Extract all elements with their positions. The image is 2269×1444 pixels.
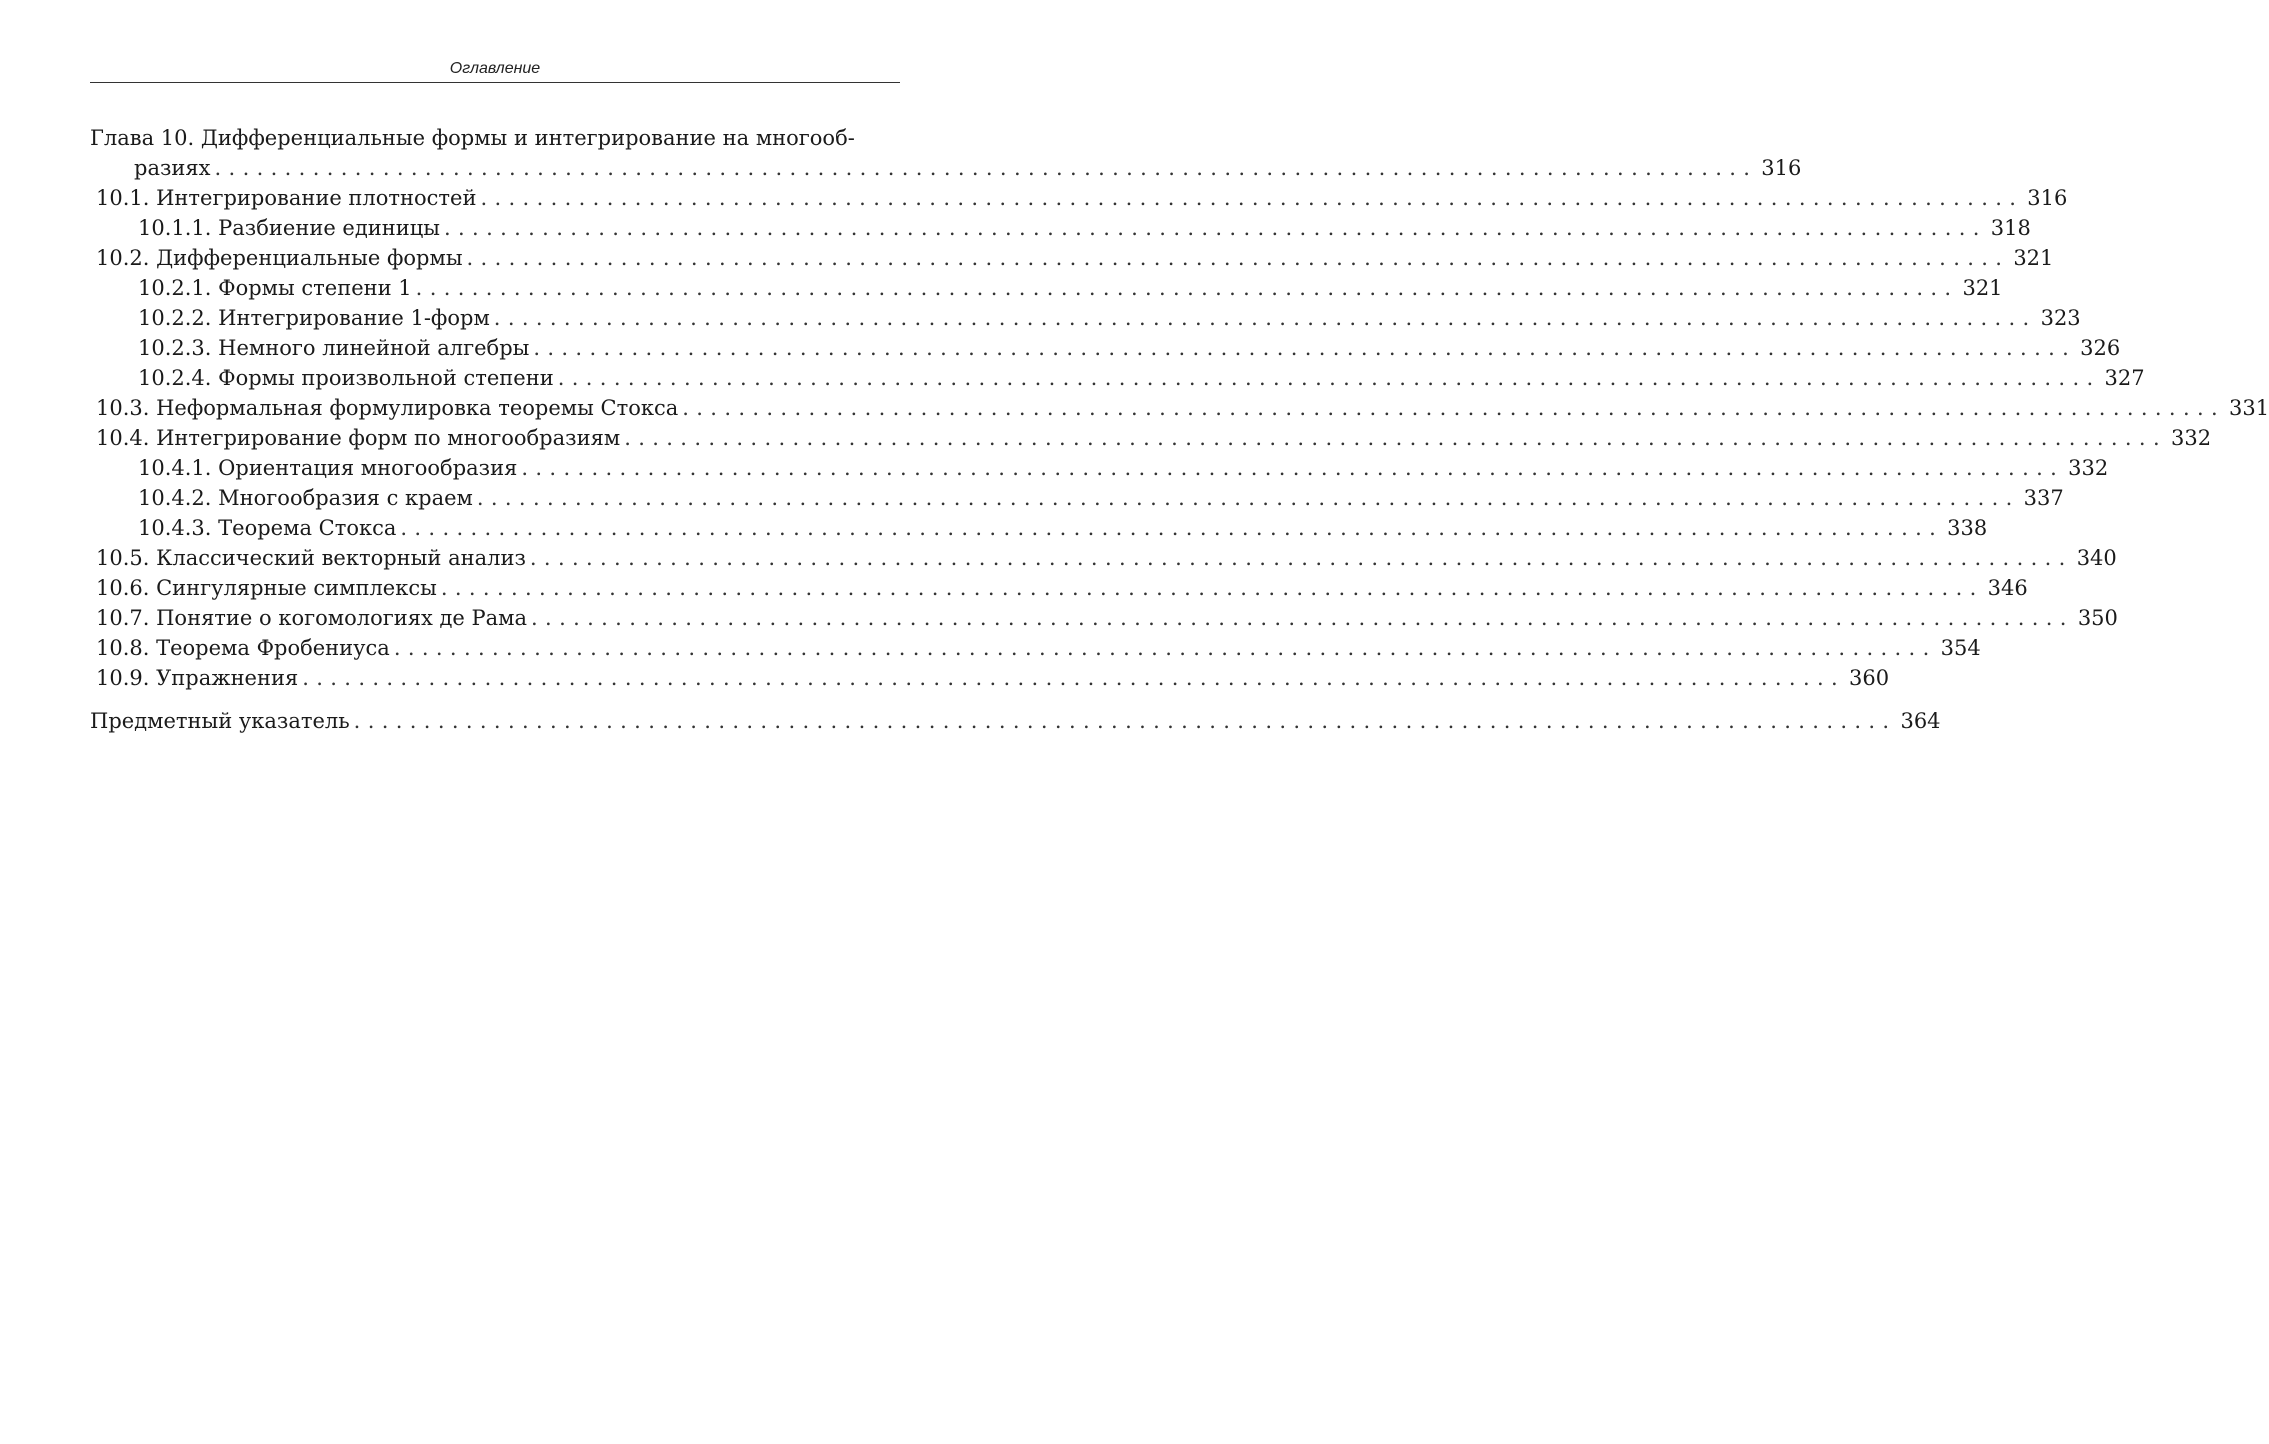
toc-page-number: 321 — [2013, 246, 2054, 270]
leader-dots: .............................................................................................................. — [521, 456, 2065, 480]
toc-page-number: 346 — [1987, 576, 2028, 600]
toc-title: Сингулярные симплексы — [156, 576, 437, 600]
section-number: 10.3. — [96, 396, 157, 420]
toc-entry-10-5[interactable] — [90, 543, 2117, 573]
leader-dots: .............................................................................................................. — [440, 576, 1984, 600]
toc-page-number: 340 — [2076, 546, 2117, 570]
toc-page-number: 326 — [2080, 336, 2121, 360]
toc-page-number: 360 — [1849, 666, 1890, 690]
leader-dots: .............................................................................................................. — [493, 306, 2037, 330]
toc-title: Немного линейной алгебры — [218, 336, 530, 360]
leader-dots: .............................................................................................................. — [476, 486, 2020, 510]
toc-title: Дифференциальные формы — [156, 246, 463, 270]
leader-dots: .............................................................................................................. — [480, 186, 2024, 210]
section-number: 10.2.3. — [138, 336, 219, 360]
section-number: 10.1. — [96, 186, 157, 210]
section-number: 10.4.1. — [138, 456, 219, 480]
toc-entry-10-2-1[interactable] — [90, 273, 2003, 303]
section-number: 10.2.2. — [138, 306, 219, 330]
leader-dots: .............................................................................................................. — [353, 709, 1897, 733]
section-number: 10.6. — [96, 576, 157, 600]
toc-title: Интегрирование 1-форм — [218, 306, 490, 330]
toc-page-number: 338 — [1947, 516, 1988, 540]
toc-page-number: 331 — [2229, 396, 2269, 420]
toc-page-number: 323 — [2040, 306, 2081, 330]
leader-dots: .............................................................................................................. — [624, 426, 2167, 450]
toc-title: Интегрирование плотностей — [156, 186, 477, 210]
leader-dots: .............................................................................................................. — [533, 336, 2077, 360]
leader-dots: .............................................................................................................. — [682, 396, 2226, 420]
leader-dots: .............................................................................................................. — [444, 216, 1987, 240]
section-number: 10.5. — [96, 546, 157, 570]
toc-page-number: 337 — [2023, 486, 2064, 510]
toc-title: Понятие о когомологиях де Рама — [156, 606, 528, 630]
leader-dots: .............................................................................................................. — [466, 246, 2010, 270]
toc-title: Формы произвольной степени — [218, 366, 554, 390]
section-number: 10.4. — [96, 426, 157, 450]
toc-entry-10-9[interactable] — [90, 663, 1890, 693]
toc-title: Теорема Стокса — [218, 516, 397, 540]
toc-entry-10-3[interactable] — [90, 393, 2269, 423]
toc-title: Теорема Фробениуса — [156, 636, 390, 660]
toc-title: Разбиение единицы — [218, 216, 440, 240]
toc-page-number: 332 — [2170, 426, 2212, 450]
toc-title: Классический векторный анализ — [156, 546, 526, 570]
toc-title: разиях — [134, 156, 211, 180]
section-number: 10.2.4. — [138, 366, 219, 390]
leader-dots: .............................................................................................................. — [214, 156, 1758, 180]
chapter-10-title[interactable]: Глава 10. Дифференциальные формы и интегрирование на многооб- — [90, 126, 855, 150]
running-header: Оглавление — [449, 60, 541, 77]
toc-entry-10-7[interactable] — [90, 603, 2118, 633]
toc-entry-10-2-2[interactable] — [90, 303, 2081, 333]
toc-page-number: 316 — [1761, 156, 1802, 180]
toc-page-number: 364 — [1900, 709, 1941, 733]
leader-dots: .............................................................................................................. — [531, 606, 2074, 630]
toc-page-number: 332 — [2068, 456, 2109, 480]
toc-entry-10-4-2[interactable] — [90, 483, 2064, 513]
toc-title: Многообразия с краем — [218, 486, 473, 510]
toc-entry-10-4-3[interactable] — [90, 513, 1988, 543]
toc-title: Предметный указатель — [90, 709, 350, 733]
chapter-10-title-continuation[interactable] — [90, 153, 1802, 183]
toc-title: Упражнения — [156, 666, 299, 690]
section-number: 10.4.2. — [138, 486, 219, 510]
leader-dots: .............................................................................................................. — [415, 276, 1959, 300]
leader-dots: .............................................................................................................. — [557, 366, 2101, 390]
section-number: 10.2. — [96, 246, 157, 270]
toc-entry-10-8[interactable] — [90, 633, 1981, 663]
toc-page-number: 354 — [1940, 636, 1981, 660]
toc-page-number: 321 — [1962, 276, 2003, 300]
toc-entry-subject-index[interactable] — [90, 706, 1941, 736]
toc-title: Формы степени 1 — [218, 276, 412, 300]
toc-entry-10-2-3[interactable] — [90, 333, 2121, 363]
toc-page-number: 327 — [2104, 366, 2145, 390]
toc-entry-10-1-1[interactable] — [90, 213, 2031, 243]
table-of-contents — [90, 123, 2269, 736]
toc-page-number: 316 — [2027, 186, 2068, 210]
toc-entry-10-6[interactable] — [90, 573, 2028, 603]
toc-entry-10-4-1[interactable] — [90, 453, 2109, 483]
section-number: 10.4.3. — [138, 516, 219, 540]
toc-entry-10-2-4[interactable] — [90, 363, 2145, 393]
leader-dots: .............................................................................................................. — [400, 516, 1944, 540]
section-number: 10.7. — [96, 606, 157, 630]
toc-title: Неформальная формулировка теоремы Стокса — [156, 396, 679, 420]
section-number: 10.9. — [96, 666, 157, 690]
section-number: 10.1.1. — [138, 216, 219, 240]
toc-entry-10-4[interactable] — [90, 423, 2212, 453]
toc-title: Интегрирование форм по многообразиям — [156, 426, 621, 450]
leader-dots: .............................................................................................................. — [529, 546, 2073, 570]
header-rule — [90, 82, 900, 83]
toc-title: Ориентация многообразия — [218, 456, 518, 480]
toc-page-number: 350 — [2077, 606, 2118, 630]
leader-dots: .............................................................................................................. — [302, 666, 1846, 690]
leader-dots: .............................................................................................................. — [393, 636, 1937, 660]
section-number: 10.8. — [96, 636, 157, 660]
toc-entry-10-2[interactable] — [90, 243, 2054, 273]
toc-page-number: 318 — [1990, 216, 2031, 240]
toc-entry-10-1[interactable] — [90, 183, 2068, 213]
section-number: 10.2.1. — [138, 276, 219, 300]
